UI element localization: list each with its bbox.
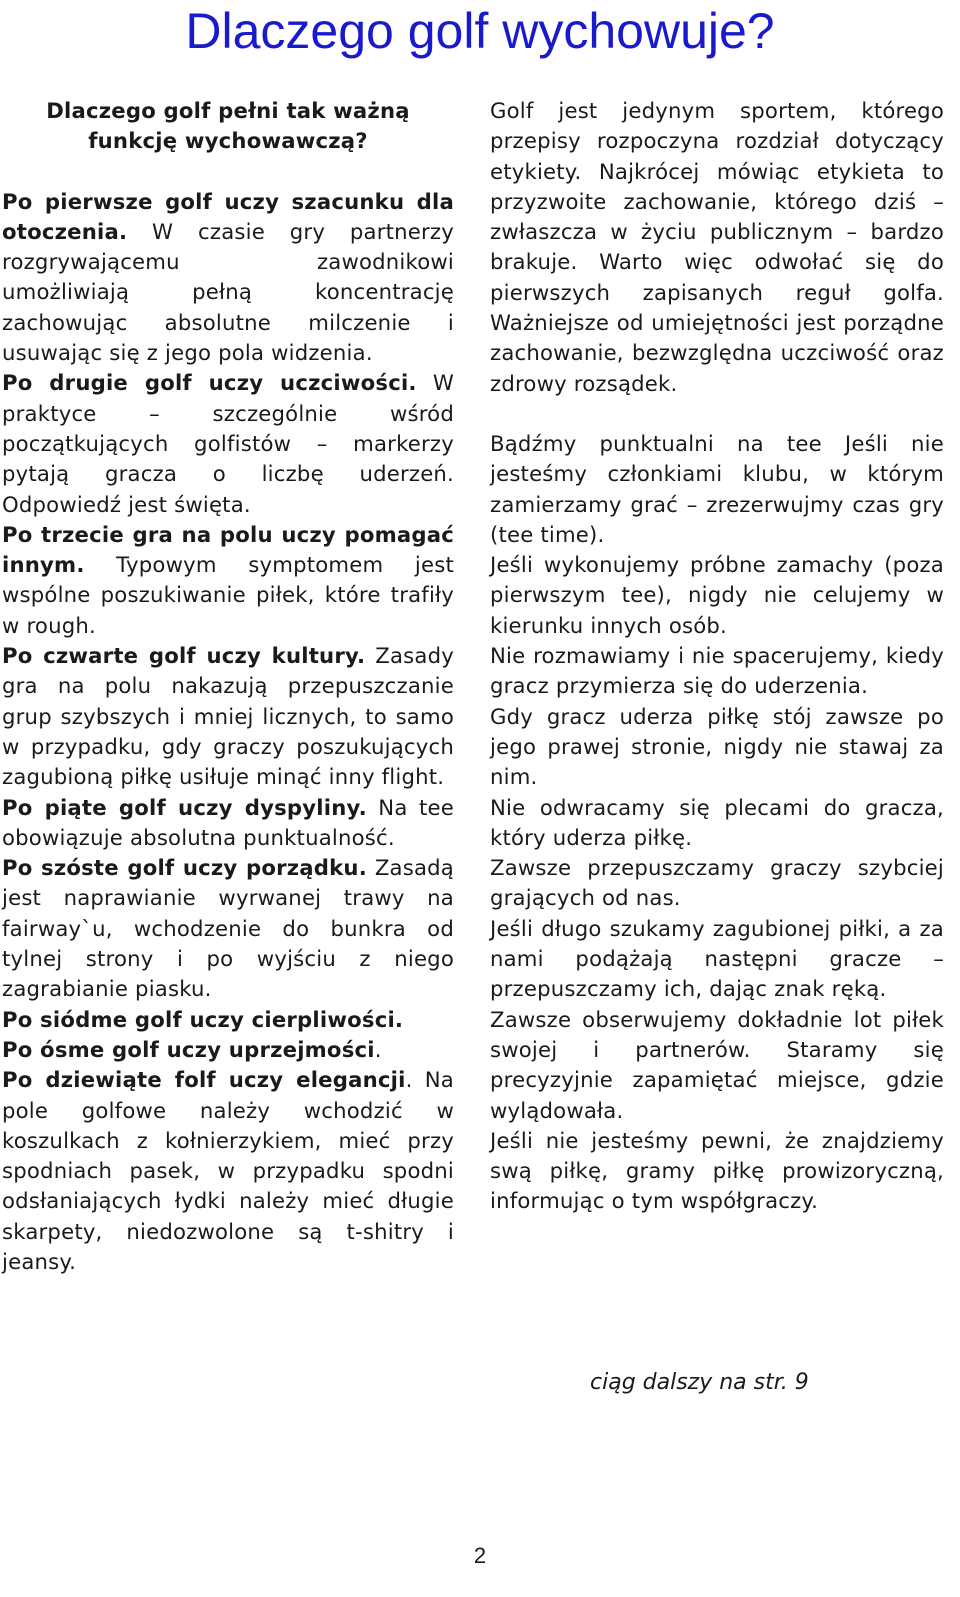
- paragraph-respect: [2, 187, 454, 369]
- lead-patience: Po siódme golf uczy cierpliwości.: [2, 1006, 404, 1032]
- lead-discipline: Po piąte golf uczy dyspyliny.: [2, 794, 367, 820]
- lead-culture: Po czwarte golf uczy kultury.: [2, 643, 366, 669]
- paragraph-gap: [490, 399, 944, 429]
- rule-silence: Nie rozmawiamy i nie spacerujemy, kiedy gracz przymierza się do uderzenia.: [490, 643, 944, 699]
- text-honesty: W praktyce – szczególnie wśród początkujących golfistów – markerzy pytają gracza o liczbę uderzeń. Odpowiedź jest święta.: [2, 370, 455, 517]
- rule-let-through: Zawsze przepuszczamy graczy szybciej grających od nas.: [490, 855, 944, 911]
- continued-note: ciąg dalszy na str. 9: [590, 1370, 809, 1395]
- paragraph-elegance: [2, 1065, 454, 1277]
- rule-lost-ball: Jeśli długo szukamy zagubionej piłki, a za nami podążają następni gracze – przepuszczamy ich, dając znak ręką.: [490, 915, 944, 1002]
- rule-practice-swings: Jeśli wykonujemy próbne zamachy (poza pierwszym tee), nigdy nie celujemy w kierunku innych osób.: [490, 552, 944, 638]
- rule-punctuality: Bądźmy punktualni na tee Jeśli nie jesteśmy członkiami klubu, w którym zamierzamy grać – zrezerwujmy czas gry (tee time).: [490, 430, 944, 547]
- text-respect: W czasie gry partnerzy rozgrywającemu zawodnikowi umożliwiają pełną koncentrację zachowując absolutne milczenie i usuwając się z jego pola widzenia.: [2, 218, 454, 366]
- lead-honesty: Po drugie golf uczy uczciwości.: [2, 370, 417, 396]
- left-column: [2, 96, 454, 1277]
- rule-watch-flight: Zawsze obserwujemy dokładnie lot piłek swojej i partnerów. Staramy się precyzyjnie zapamiętać miejsce, gdzie wylądowała.: [490, 1006, 944, 1123]
- paragraph-patience: [2, 1005, 454, 1035]
- rule-facing: Nie odwracamy się plecami do gracza, który uderza piłkę.: [490, 794, 944, 850]
- lead-order: Po szóste golf uczy porządku.: [2, 855, 367, 881]
- paragraph-culture: [2, 641, 454, 792]
- rule-position: Gdy gracz uderza piłkę stój zawsze po jego prawej stronie, nigdy nie stawaj za nim.: [490, 703, 944, 790]
- paragraph-order: [2, 853, 454, 1004]
- lead-elegance: Po dziewiąte folf uczy elegancji: [2, 1067, 406, 1093]
- page-number: 2: [473, 1543, 487, 1568]
- text-courtesy: .: [374, 1036, 382, 1062]
- etiquette-intro: Golf jest jedynym sportem, którego przepisy rozpoczyna rozdział dotyczący etykiety. Najkrócej mówiąc etykieta to przyzwoite zachowanie, którego dziś – zwłaszcza w życiu publicznym – bardzo brakuje. Warto więc odwołać się do pierwszych zapisanych reguł golfa. Ważniejsze od umiejętności jest porządne zachowanie, bezwzględna uczciwość oraz zdrowy rozsądek.: [490, 98, 944, 396]
- text-order: Zasadą jest naprawianie wyrwanej trawy na fairway`u, wchodzenie do bunkra od tylnej strony i po wyjściu z niego zagrabianie piasku.: [2, 855, 454, 1002]
- page-title: Dlaczego golf wychowuje?: [185, 3, 775, 59]
- text-elegance: . Na pole golfowe należy wchodzić w koszulkach z kołnierzykiem, mieć przy spodniach pasek, w przypadku spodni odsłaniających łydki należy mieć długie skarpety, niedozwolone są t-shitry i jeansy.: [2, 1067, 454, 1274]
- paragraph-discipline: [2, 793, 454, 854]
- rule-provisional: Jeśli nie jesteśmy pewni, że znajdziemy swą piłkę, gramy piłkę prowizoryczną, informując o tym współgraczy.: [490, 1127, 944, 1214]
- paragraph-courtesy: [2, 1035, 454, 1065]
- right-column: [490, 96, 944, 1217]
- paragraph-honesty: [2, 368, 454, 519]
- lead-courtesy: Po ósme golf uczy uprzejmości: [2, 1036, 375, 1062]
- lead-respect: Po pierwsze golf uczy szacunku dla otoczenia.: [2, 188, 454, 244]
- section-heading: Dlaczego golf pełni tak ważną funkcję wychowawczą?: [46, 98, 410, 154]
- text-helping: Typowym symptomem jest wspólne poszukiwanie piłek, które trafiły w rough.: [2, 552, 454, 638]
- text-culture: Zasady gra na polu nakazują przepuszczanie grup szybszych i mniej licznych, to samo w przypadku, gdy graczy poszukujących zagubioną piłkę usiłuje minąć inny flight.: [2, 643, 454, 790]
- paragraph-helping: [2, 520, 454, 641]
- text-discipline: Na tee obowiązuje absolutna punktualność.: [2, 794, 454, 850]
- lead-helping: Po trzecie gra na polu uczy pomagać innym.: [2, 521, 454, 578]
